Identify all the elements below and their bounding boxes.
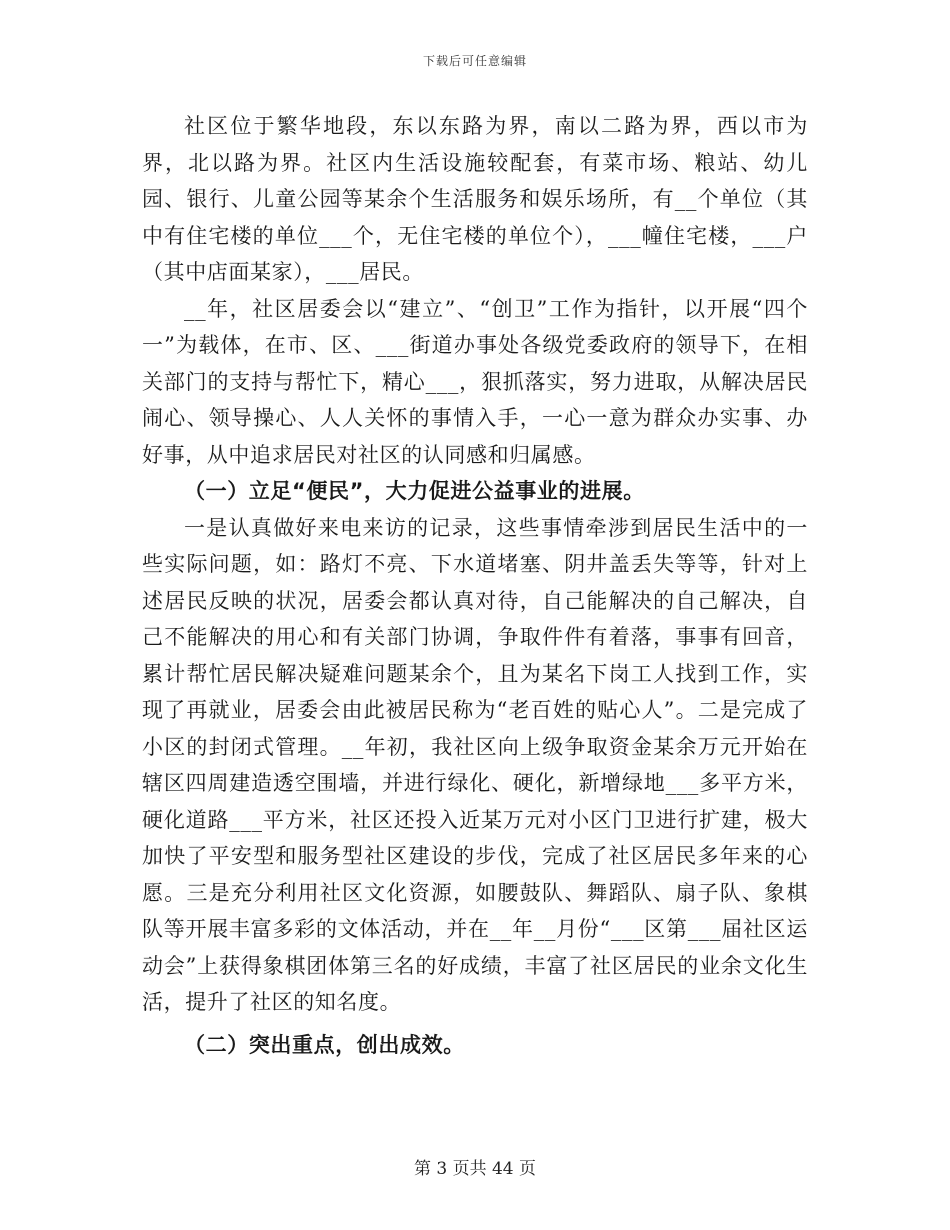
paragraph-community-overview: 社区位于繁华地段，东以东路为界，南以二路为界，西以市为界，北以路为界。社区内生活设施较配套，有菜市场、粮站、幼儿园、银行、儿童公园等某余个生活服务和娱乐场所，有__个单位（其中有住宅楼的单位___个，无住宅楼的单位个），___幢住宅楼，___户（其中店面某家），___居民。 (142, 114, 808, 284)
section-heading-2: （二）突出重点，创出成效。 (184, 1032, 465, 1057)
page-footer: 第 3 页共 44 页 (413, 1159, 537, 1179)
paragraph-committee-work: __年，社区居委会以“建立”、“创卫”工作为指针，以开展“四个一”为载体，在市、区、___街道办事处各级党委政府的领导下，在相关部门的支持与帮忙下，精心___，狠抓落实，努力进取，从解决居民闹心、领导操心、人人关怀的事情入手，一心一意为群众办实事、办好事，从中追求居民对社区的认同感和归属感。 (142, 296, 808, 467)
paragraph-section-1: 一是认真做好来电来访的记录，这些事情牵涉到居民生活中的一些实际问题，如：路灯不亮、下水道堵塞、阴井盖丢失等等，针对上述居民反映的状况，居委会都认真对待，自己能解决的自己解决，自己不能解决的用心和有关部门协调，争取件件有着落，事事有回音，累计帮忙居民解决疑难问题某余个，且为某名下岗工人找到工作，实现了再就业，居委会由此被居民称为“老百姓的贴心人”。二是完成了小区的封闭式管理。__年初，我社区向上级争取资金某余万元开始在辖区四周建造透空围墙，并进行绿化、硬化，新增绿地___多平方米，硬化道路___平方米，社区还投入近某万元对小区门卫进行扩建，极大加快了平安型和服务型社区建设的步伐，完成了社区居民多年来的心愿。三是充分利用社区文化资源，如腰鼓队、舞蹈队、扇子队、象棋队等开展丰富多彩的文体活动，并在__年__月份“___区第___届社区运动会”上获得象棋团体第三名的好成绩，丰富了社区居民的业余文化生活，提升了社区的知名度。 (142, 515, 808, 1014)
page-header: 下载后可任意编辑 (422, 54, 527, 68)
document-body (142, 108, 808, 1063)
section-heading-1: （一）立足“便民”，大力促进公益事业的进展。 (184, 479, 645, 503)
